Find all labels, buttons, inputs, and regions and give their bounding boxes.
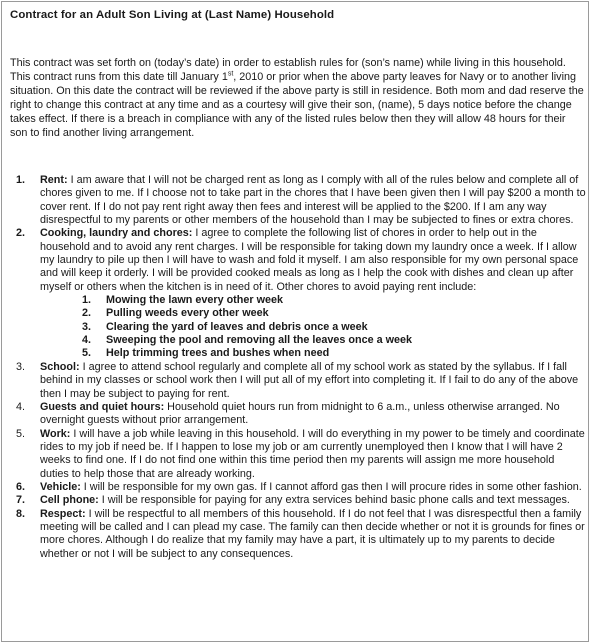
chore-text: Clearing the yard of leaves and debris once a week — [106, 320, 368, 333]
chores-list — [40, 294, 586, 361]
rule-text: I agree to complete the following list of chores in order to help out in the household and to avoid any rent charges. I will be responsible for taking down my laundry once a week. If I allow my laundry to pile up then I will have to wash and fold it myself. I am also responsible for my own personal space and will keep it orderly. I will be provided cooked meals as long as I help the cook with dishes and clean up after myself or others when the kitchen is in need of it. Other chores to avoid paying rent include: — [40, 227, 579, 293]
chore-number: 2. — [82, 307, 92, 320]
rule-item-respect — [16, 508, 586, 561]
chore-item — [82, 307, 586, 320]
rule-item-chores — [16, 227, 586, 360]
rule-item-school — [16, 361, 586, 401]
rule-number: 1. — [16, 174, 26, 186]
rule-item-cell-phone — [16, 494, 586, 507]
rule-number: 2. — [16, 227, 26, 240]
rule-text: I will have a job while leaving in this household. I will do everything in my power to be timely and coordinate rides to my job if need be. If I happen to lose my job or am currently unemployed then I know that I will have 2 weeks to find one. If I do not find one within this time period then my parents will assign me more household duties to help those that are already working. — [40, 427, 585, 480]
rule-text: Household quiet hours run from midnight to 6 a.m., unless otherwise arranged. No overnight guests without prior arrangement. — [40, 400, 560, 427]
rule-heading: Cell phone: — [40, 494, 99, 507]
chore-item — [82, 321, 586, 334]
chore-text: Pulling weeds every other week — [106, 307, 269, 320]
chore-item — [82, 334, 586, 347]
chore-number: 4. — [82, 334, 92, 347]
chore-number: 1. — [82, 294, 92, 307]
rule-text: I am aware that I will not be charged rent as long as I comply with all of the rules below and complete all of chores given to me. If I choose not to take part in the chores that I have been given then I will pay $200 a month to cover rent. If I do not pay rent right away then fees and interest will be applied to the $200. If I am any way disrespectful to my parents or other members of the household than I may be subjected to fines or extra chores. — [40, 174, 586, 227]
rule-heading: School: — [40, 360, 80, 373]
chore-text: Sweeping the pool and removing all the leaves once a week — [106, 334, 413, 347]
rule-text: I will be respectful to all members of this household. If I do not feel that I was disrespectful then a family meeting will be called and I can plead my case. The family can then decide whether or not it is grounds for fines or more chores. Although I do realize that my family may have a part, it is ultimately up to my parents to decide whether or not I will be subject to any consequences. — [40, 507, 585, 560]
chore-item — [82, 347, 586, 360]
intro-text-1: This contract was set forth on (today’s date) in order to establish rules for (son’s name) while living in this household. This contract runs from this date till January 1 — [10, 57, 566, 84]
rule-number: 5. — [16, 427, 26, 440]
rule-text: I will be responsible for paying for any extra services behind basic phone calls and text messages. — [98, 494, 570, 507]
rule-item-rent — [16, 174, 586, 227]
rule-item-work — [16, 428, 586, 481]
chore-text: Mowing the lawn every other week — [106, 294, 283, 307]
rule-number: 6. — [16, 480, 26, 493]
rule-number: 8. — [16, 507, 26, 520]
rule-number: 7. — [16, 494, 26, 507]
chore-text: Help trimming trees and bushes when need — [106, 347, 330, 360]
chore-item — [82, 294, 586, 307]
rule-item-vehicle — [16, 481, 586, 494]
rule-heading: Vehicle: — [40, 480, 81, 493]
intro-text-2: , 2010 or prior when the above party leaves for Navy or to another living situation. On this date the contract will be reviewed if the above party is still in residence. Both mom and dad reserve the right to change this contract at any time and as a courtesy will give their son, (name), 5 days notice before the change takes effect. If there is a breach in compliance with any of the listed rules below then they will allow 48 hours for their son to find another living arrangement. — [10, 71, 584, 140]
chore-number: 5. — [82, 347, 92, 360]
intro-superscript: st — [227, 70, 234, 78]
rule-heading: Cooking, laundry and chores: — [40, 227, 193, 240]
rule-text: I will be responsible for my own gas. If I cannot afford gas then I will procure rides in some other fashion. — [80, 480, 582, 493]
intro-paragraph — [10, 56, 584, 141]
document-page — [1, 1, 589, 642]
rule-number: 3. — [16, 360, 26, 373]
chore-number: 3. — [82, 320, 92, 333]
rule-heading: Rent: — [40, 174, 68, 186]
rule-heading: Work: — [40, 427, 71, 440]
rule-item-guests — [16, 401, 586, 428]
document-title: Contract for an Adult Son Living at (Last Name) Household — [10, 9, 335, 21]
rule-heading: Guests and quiet hours: — [40, 400, 165, 413]
rules-list — [16, 174, 586, 561]
rule-text: I agree to attend school regularly and complete all of my school work as stated by the syllabus. If I fall behind in my classes or school work then I will put all of my effort into completing it. If I fail to do any of the above then I may be subject to paying for rent. — [40, 360, 579, 400]
rule-heading: Respect: — [40, 507, 86, 520]
rule-number: 4. — [16, 400, 26, 413]
